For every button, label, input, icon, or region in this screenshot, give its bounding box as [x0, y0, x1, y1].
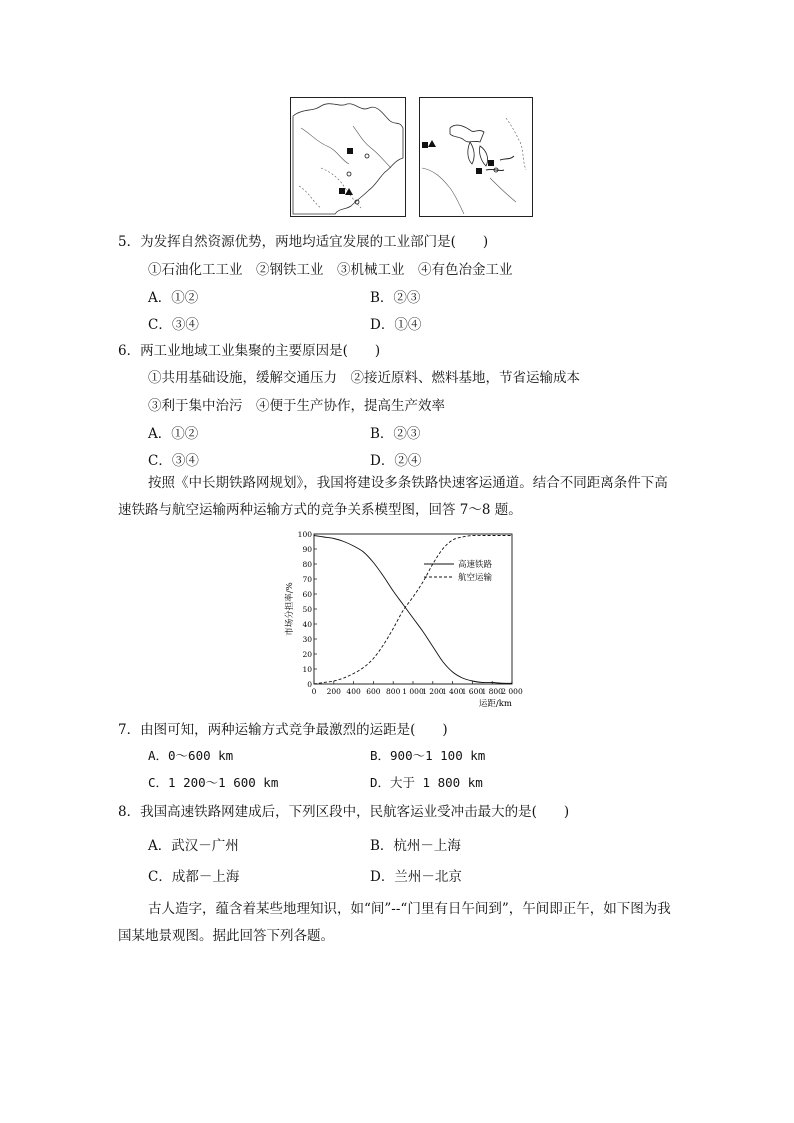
y-tick-label: 60	[302, 590, 312, 599]
q6-item-2: ③利于集中治污 ④便于生产协作，提高生产效率	[148, 398, 445, 414]
northeast-us-map	[419, 97, 533, 217]
intro-7-8: 按照《中长期铁路网规划》，我国将建设多条铁路快速客运通道。结合不同距离条件下高速铁路与航空运输两种运输方式的竞争关系模型图，回答 7～8 题。	[118, 475, 668, 518]
x-tick-label: 1 800	[481, 687, 503, 696]
x-tick-label: 400	[346, 687, 361, 696]
q7-stem: 7．由图可知，两种运输方式竞争最激烈的运距是( )	[118, 722, 448, 738]
q6-option-d: D．②④	[370, 453, 422, 469]
legend-label: 航空运输	[458, 573, 493, 583]
q7-option-c: C．1 200～1 600 km	[148, 775, 279, 790]
x-tick-label: 1 400	[441, 687, 464, 696]
y-tick-label: 0	[307, 680, 312, 689]
y-tick-label: 100	[297, 530, 312, 539]
chart-series	[314, 535, 512, 684]
y-tick-label: 70	[302, 575, 312, 584]
q5-option-b: B．②③	[370, 290, 421, 306]
q6-stem: 6．两工业地域工业集聚的主要原因是( )	[118, 343, 381, 359]
x-tick-label: 600	[366, 687, 381, 696]
northeast-china-map	[290, 97, 406, 217]
q7-option-a: A．0～600 km	[148, 748, 234, 763]
q8-option-b: B．杭州－上海	[370, 838, 461, 854]
q7-option-b: B．900～1 100 km	[370, 748, 486, 763]
chart-legend	[424, 559, 493, 583]
q5-option-c: C．③④	[148, 317, 199, 333]
x-tick-label: 800	[386, 687, 401, 696]
x-tick-label: 0	[311, 687, 317, 696]
chart-x-axis-label: 运距/km	[478, 699, 512, 709]
series-line-high-speed-rail	[314, 536, 512, 684]
q8-option-a: A．武汉－广州	[148, 838, 239, 854]
x-tick-label: 2 000	[501, 687, 523, 696]
intro-next: 古人造字，蕴含着某些地理知识，如“间”--“门里有日午间到”，午间即正午，如下图为我国某地景观图。据此回答下列各题。	[118, 901, 671, 944]
q5-items: ①石油化工工业 ②钢铁工业 ③机械工业 ④有色冶金工业	[148, 262, 513, 278]
q8-option-d: D．兰州－北京	[370, 869, 462, 885]
x-tick-label: 1 000	[402, 687, 424, 696]
legend-label: 高速铁路	[458, 560, 493, 570]
x-tick-label: 1 200	[422, 687, 444, 696]
y-tick-label: 40	[302, 620, 312, 629]
q7-option-d: D．大于 1 800 km	[370, 775, 483, 790]
y-tick-label: 20	[302, 650, 312, 659]
y-tick-label: 80	[302, 560, 312, 569]
y-tick-label: 30	[302, 635, 312, 644]
chart-axes	[314, 534, 512, 684]
q6-option-a: A．①②	[148, 426, 199, 442]
q5-option-d: D．①④	[370, 317, 422, 333]
transport-share-chart	[282, 528, 532, 712]
q8-stem: 8．我国高速铁路网建成后，下列区段中，民航客运业受冲击最大的是( )	[118, 804, 570, 820]
chart-y-axis-label: 市场分担率/%	[285, 582, 295, 636]
q5-stem: 5．为发挥自然资源优势，两地均适宜发展的工业部门是( )	[118, 234, 489, 250]
q5-option-a: A．①②	[148, 290, 199, 306]
y-tick-label: 50	[302, 605, 312, 614]
y-tick-label: 90	[302, 545, 312, 554]
chart-plot-frame	[314, 534, 512, 684]
chart-ticks	[298, 530, 523, 696]
q6-item-1: ①共用基础设施，缓解交通压力 ②接近原料、燃料基地，节省运输成本	[148, 370, 580, 386]
q6-option-b: B．②③	[370, 426, 421, 442]
x-tick-label: 200	[326, 687, 341, 696]
q8-option-c: C．成都－上海	[148, 869, 240, 885]
series-line-air-transport	[314, 535, 512, 684]
y-tick-label: 10	[302, 665, 312, 674]
x-tick-label: 1 600	[461, 687, 484, 696]
industry-square-marker	[347, 148, 353, 154]
q6-option-c: C．③④	[148, 453, 199, 469]
